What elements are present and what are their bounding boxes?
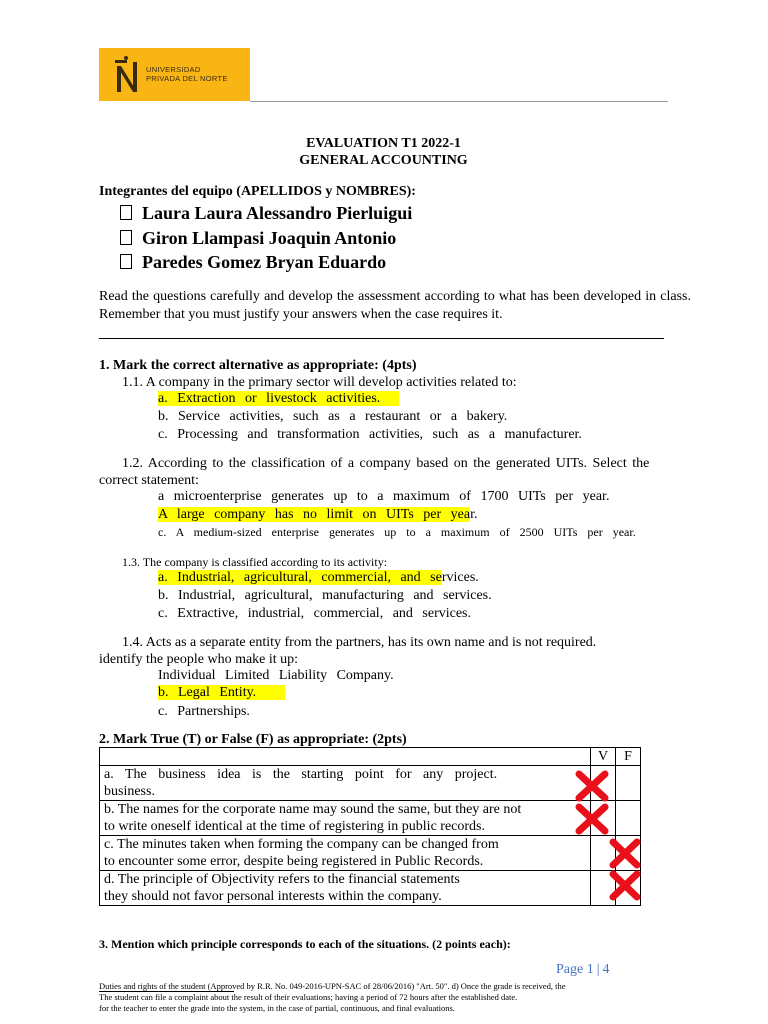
logo-line1: UNIVERSIDAD: [146, 65, 201, 74]
question-1-4: 1.4. Acts as a separate entity from the partners, has its own name and is not required.: [122, 635, 597, 650]
q1-option-b: b. Service activities, such as a restaurant or a bakery.: [158, 409, 508, 424]
answer-cell-f[interactable]: [616, 766, 641, 801]
evaluation-title: EVALUATION T1 2022-1: [306, 136, 461, 151]
q2-option-c: c. A medium-sized enterprise generates up to a maximum of 2500 UITs per year.: [158, 525, 636, 539]
q2-option-a: a microenterprise generates up to a maximum of 1700 UITs per year.: [158, 489, 610, 504]
cross-mark-icon: [609, 838, 641, 869]
cross-mark-icon: [575, 770, 609, 802]
q3-option-c: c. Extractive, industrial, commercial, and services.: [158, 606, 472, 621]
q4-option-b: b. Legal Entity.: [158, 685, 285, 701]
cross-mark-icon: [575, 803, 609, 835]
header-divider: [250, 101, 668, 102]
instructions: Read the questions carefully and develop the assessment according to what has been developed in class. Remember that you must justify your answers when the case requires it.: [99, 289, 691, 322]
q1-option-c: c. Processing and transformation activities, such as a manufacturer.: [158, 427, 582, 442]
question-1-2-cont: correct statement:: [99, 473, 199, 488]
q1-option-a: a. Extraction or livestock activities.: [158, 391, 399, 407]
team-member: Paredes Gomez Bryan Eduardo: [120, 252, 386, 273]
q2-option-b: A large company has no limit on UITs per year.: [158, 507, 478, 522]
checkbox-icon: [120, 205, 132, 220]
page-number: Page 1 | 4: [556, 962, 610, 977]
checkbox-icon: [120, 230, 132, 245]
footer-underline: [99, 991, 234, 992]
section3-heading: 3. Mention which principle corresponds to each of the situations. (2 points each):: [99, 937, 511, 951]
q4-option-c: c. Partnerships.: [158, 704, 250, 719]
answer-line: [99, 338, 664, 339]
table-row: c. The minutes taken when forming the company can be changed from to encounter some error, despite being registered in Public Records.: [100, 836, 641, 871]
q3-option-a: a. Industrial, agricultural, commercial, and services.: [158, 570, 479, 585]
question-1-1: 1.1. A company in the primary sector will develop activities related to:: [122, 375, 517, 390]
footer-notice: Duties and rights of the student (Approved by R.R. No. 049-2016-UPN-SAC of 28/06/2016) "Art. 50". d) Once the grade is received, the The student can file a complaint about the result of their evaluations; having a period of 72 hours after the established date. for the teacher to enter the grade into the system, in the case of partial, continuous, and final evaluations.: [99, 981, 566, 1013]
section2-heading: 2. Mark True (T) or False (F) as appropriate: (2pts): [99, 732, 407, 747]
table-row: b. The names for the corporate name may sound the same, but they are not to write oneself identical at the time of registering in public records.: [100, 801, 641, 836]
section1-heading: 1. Mark the correct alternative as appropriate: (4pts): [99, 358, 417, 373]
question-1-4-cont: identify the people who make it up:: [99, 652, 299, 667]
cross-mark-icon: [609, 870, 641, 901]
table-row: d. The principle of Objectivity refers to the financial statements they should not favor personal interests within the company.: [100, 871, 641, 906]
checkbox-icon: [120, 254, 132, 269]
team-member: Giron Llampasi Joaquin Antonio: [120, 228, 396, 249]
q4-option-a: Individual Limited Liability Company.: [158, 668, 394, 683]
column-f-header: F: [616, 748, 641, 766]
team-member: Laura Laura Alessandro Pierluigui: [120, 203, 412, 224]
answer-cell-f[interactable]: [616, 801, 641, 836]
table-header-row: [100, 748, 641, 766]
question-1-2: 1.2. According to the classification of a company based on the generated UITs. Select the: [122, 456, 650, 471]
table-row: a. The business idea is the starting point for any project. business.: [100, 766, 641, 801]
logo-n-icon: [115, 56, 141, 94]
question-1-3: 1.3. The company is classified according to its activity:: [122, 555, 388, 569]
logo-line2: PRIVADA DEL NORTE: [146, 74, 228, 83]
course-title: GENERAL ACCOUNTING: [299, 153, 468, 168]
team-heading: Integrantes del equipo (APELLIDOS y NOMBRES):: [99, 184, 416, 199]
column-v-header: V: [591, 748, 616, 766]
university-logo: [99, 48, 250, 101]
true-false-table: [99, 747, 641, 906]
q3-option-b: b. Industrial, agricultural, manufacturing and services.: [158, 588, 492, 603]
